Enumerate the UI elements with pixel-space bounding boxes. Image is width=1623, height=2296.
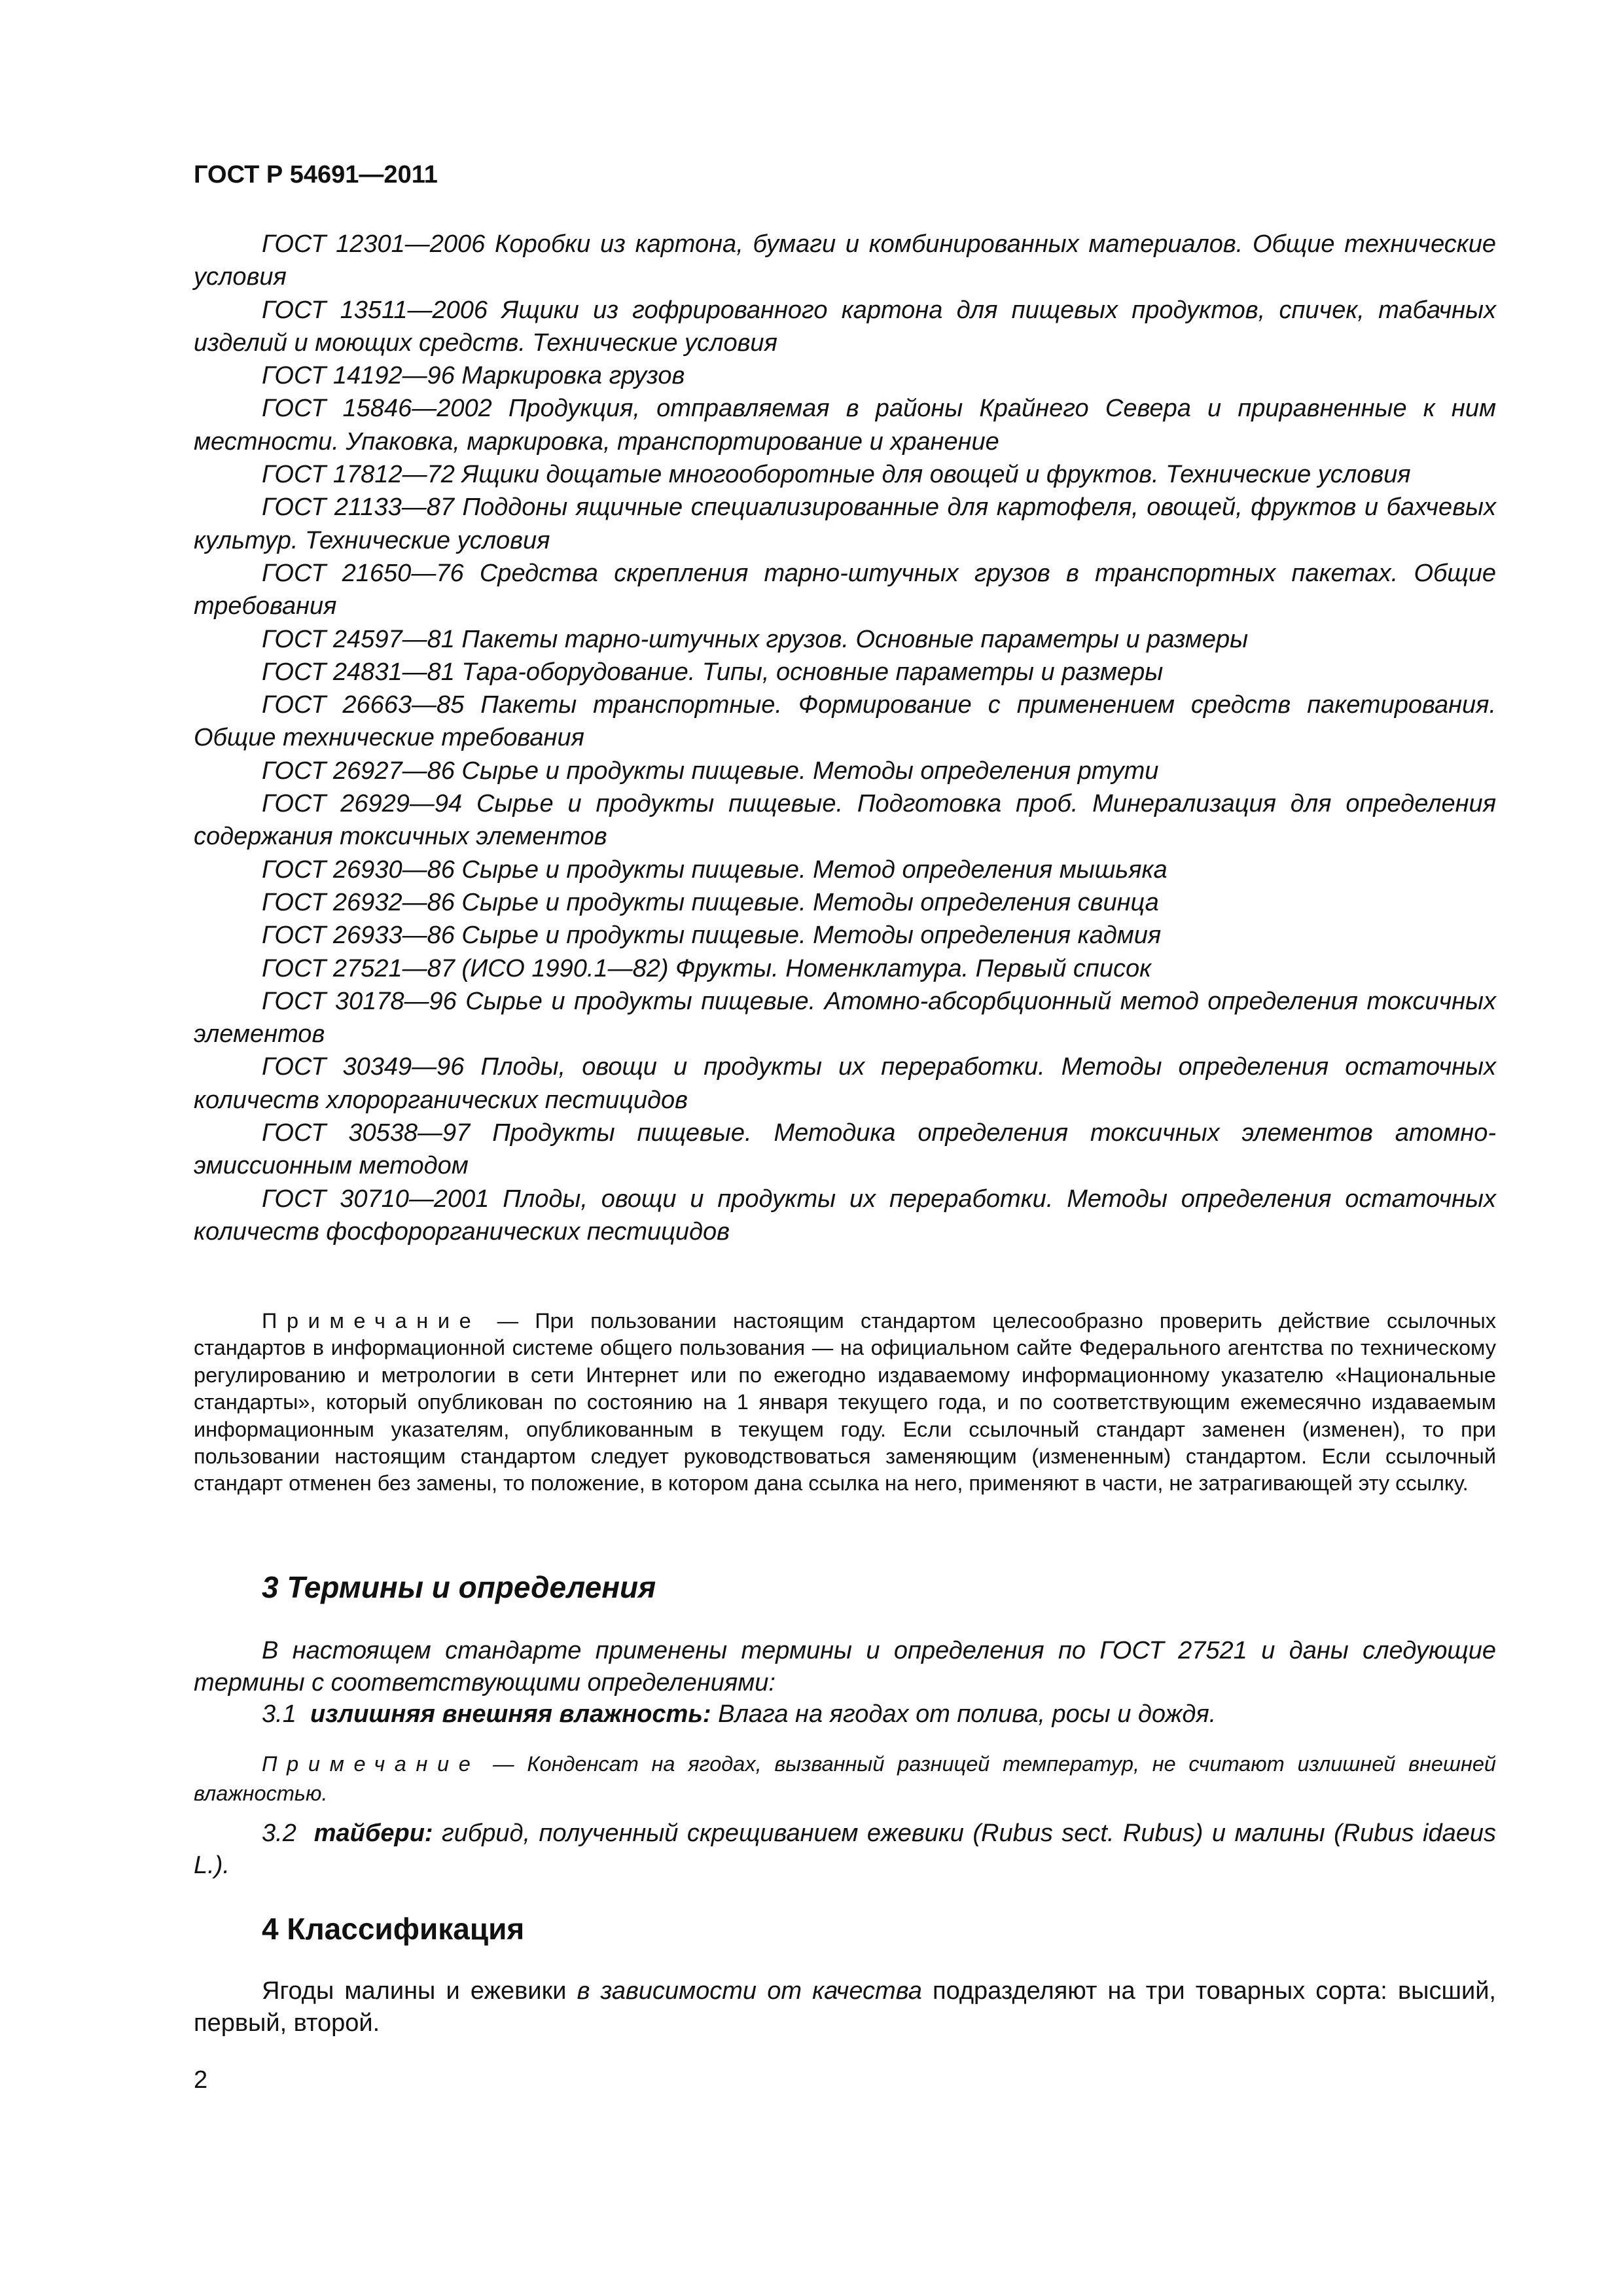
- reference-item: ГОСТ 14192—96 Маркировка грузов: [262, 362, 685, 390]
- classification-text-start: Ягоды малины и ежевики: [262, 1977, 577, 2005]
- reference-item: ГОСТ 30710—2001 Плоды, овощи и продукты их переработки. Методы определения остаточных количеств фосфорорганических пестицидов: [194, 1185, 1496, 1246]
- term-3-2: [194, 1818, 1496, 1882]
- term-3-1: [194, 1698, 1496, 1731]
- page-number: 2: [194, 2066, 208, 2094]
- reference-item: ГОСТ 15846—2002 Продукция, отправляемая в районы Крайнего Севера и приравненные к ним местности. Упаковка, маркировка, транспортирование и хранение: [194, 395, 1496, 456]
- section-3-intro: В настоящем стандарте применены термины и определения по ГОСТ 27521 и даны следующие термины с соответствующими определениями:: [194, 1637, 1496, 1696]
- note-text: — Конденсат на ягодах, вызванный разницей температур, не считают излишней внешней влажностью.: [194, 1752, 1496, 1805]
- classification-text-end: подразделяют на три товарных сорта: высший, первый, второй.: [194, 1977, 1496, 2037]
- term-number: 3.1: [262, 1700, 296, 1728]
- reference-item: ГОСТ 12301—2006 Коробки из картона, бумаги и комбинированных материалов. Общие технические условия: [194, 230, 1496, 291]
- term-name: тайбери:: [313, 1820, 433, 1847]
- term-note: [194, 1749, 1496, 1808]
- reference-item: ГОСТ 30349—96 Плоды, овощи и продукты их переработки. Методы определения остаточных количеств хлорорганических пестицидов: [194, 1053, 1496, 1114]
- reference-item: ГОСТ 17812—72 Ящики дощатые многооборотные для овощей и фруктов. Технические условия: [262, 461, 1411, 489]
- normative-references-list: [194, 228, 1496, 1248]
- section-3-heading: 3 Термины и определения: [262, 1570, 656, 1604]
- reference-item: ГОСТ 30538—97 Продукты пищевые. Методика определения токсичных элементов атомно-эмиссионным методом: [194, 1119, 1496, 1180]
- reference-item: ГОСТ 26930—86 Сырье и продукты пищевые. Метод определения мышьяка: [262, 855, 1168, 884]
- reference-item: ГОСТ 26663—85 Пакеты транспортные. Формирование с применением средств пакетирования. Общие технические требования: [194, 691, 1496, 752]
- reference-item: ГОСТ 26932—86 Сырье и продукты пищевые. Методы определения свинца: [262, 888, 1159, 916]
- note-label: Примечание: [262, 1752, 480, 1776]
- reference-item: ГОСТ 30178—96 Сырье и продукты пищевые. Атомно-абсорбционный метод определения токсичных элементов: [194, 987, 1496, 1049]
- term-definition: Влага на ягодах от полива, росы и дождя.: [711, 1700, 1217, 1728]
- references-note: [194, 1308, 1496, 1498]
- reference-item: ГОСТ 26927—86 Сырье и продукты пищевые. Методы определения ртути: [262, 757, 1159, 785]
- note-label: Примечание: [262, 1309, 481, 1333]
- reference-item: ГОСТ 27521—87 (ИСО 1990.1—82) Фрукты. Номенклатура. Первый список: [262, 954, 1152, 982]
- reference-item: ГОСТ 24597—81 Пакеты тарно-штучных грузов. Основные параметры и размеры: [262, 625, 1249, 653]
- term-name: излишняя внешняя влажность:: [310, 1700, 711, 1728]
- document-header: ГОСТ Р 54691—2011: [194, 161, 438, 188]
- reference-item: ГОСТ 21650—76 Средства скрепления тарно-штучных грузов в транспортных пакетах. Общие требования: [194, 559, 1496, 620]
- reference-item: ГОСТ 26929—94 Сырье и продукты пищевые. Подготовка проб. Минерализация для определения содержания токсичных элементов: [194, 790, 1496, 851]
- reference-item: ГОСТ 26933—86 Сырье и продукты пищевые. Методы определения кадмия: [262, 922, 1162, 950]
- note-text: — При пользовании настоящим стандартом целесообразно проверить действие ссылочных стандартов в информационной системе общего пользования — на официальном сайте Федерального агентства по техническому регулированию и метрологии в сети Интернет или по ежегодно издаваемому информационному указателю «Национальные стандарты», который опубликован по состоянию на 1 января текущего года, и по соответствующим ежемесячно издаваемым информационным указателям, опубликованным в текущем году. Если ссылочный стандарт заменен (изменен), то при пользовании настоящим стандартом следует руководствоваться заменяющим (измененным) стандартом. Если ссылочный стандарт отменен без замены, то положение, в котором дана ссылка на него, применяют в части, не затрагивающей эту ссылку.: [194, 1309, 1496, 1496]
- reference-item: ГОСТ 13511—2006 Ящики из гофрированного картона для пищевых продуктов, спичек, табачных изделий и моющих средств. Технические условия: [194, 296, 1496, 357]
- section-4-heading: 4 Классификация: [262, 1912, 525, 1946]
- reference-item: ГОСТ 21133—87 Поддоны ящичные специализированные для картофеля, овощей, фруктов и бахчевых культур. Технические условия: [194, 493, 1496, 554]
- term-definition: гибрид, полученный скрещиванием ежевики (Rubus sect. Rubus) и малины (Rubus idaeus L.).: [194, 1820, 1496, 1879]
- classification-paragraph: [194, 1975, 1496, 2039]
- classification-text-italic: в зависимости от качества: [577, 1977, 922, 2005]
- term-number: 3.2: [262, 1820, 296, 1847]
- reference-item: ГОСТ 24831—81 Тара-оборудование. Типы, основные параметры и размеры: [262, 658, 1164, 686]
